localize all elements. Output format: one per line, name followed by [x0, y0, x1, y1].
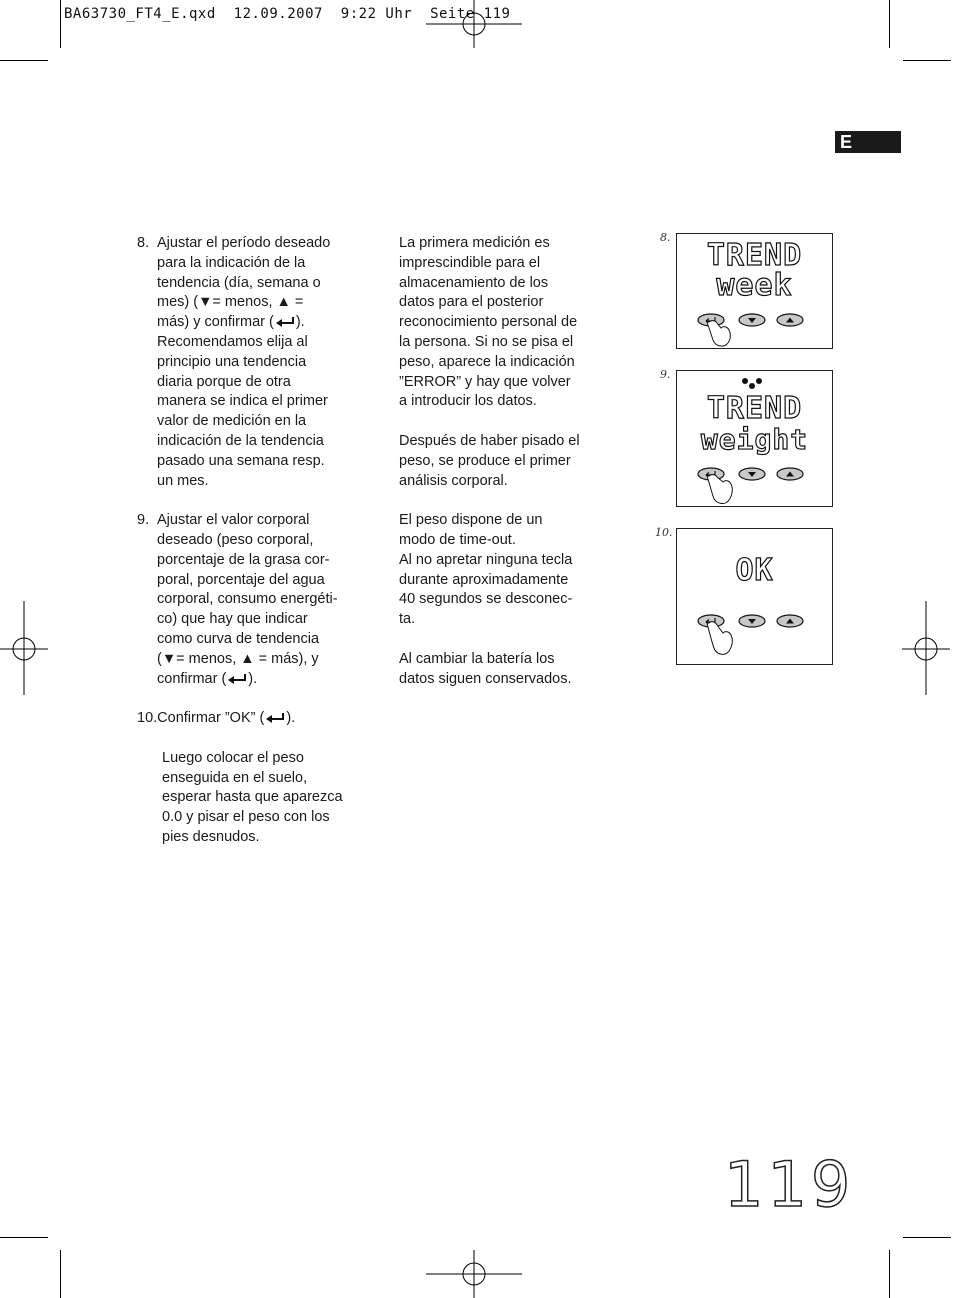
- button-row: [693, 611, 823, 659]
- text-line: almacenamiento de los: [399, 274, 549, 291]
- text-line: modo de time-out.: [399, 531, 516, 548]
- text-line: para la indicación de la: [157, 254, 306, 271]
- text-line: la persona. Si no se pisa el: [399, 333, 574, 350]
- text-line: ta.: [399, 611, 416, 628]
- text-line: durante aproximadamente: [399, 571, 569, 588]
- text-line: valor de medición en la: [157, 413, 307, 430]
- step-number: 9.: [137, 512, 150, 529]
- text-span: más) y confirmar (: [157, 314, 274, 331]
- text-line: Al cambiar la batería los: [399, 650, 555, 667]
- text-line: Ajustar el valor corporal: [157, 512, 310, 529]
- figure-label: 9.: [660, 368, 671, 381]
- pointing-hand-icon: [707, 622, 732, 655]
- text-line: La primera medición es: [399, 235, 550, 251]
- text-line: porcentaje de la grasa cor-: [157, 551, 330, 568]
- text-line: pasado una semana resp.: [157, 452, 325, 469]
- text-line: tendencia (día, semana o: [157, 274, 321, 291]
- button-row: [693, 310, 823, 350]
- text-line: peso, aparece la indicación: [399, 353, 575, 370]
- text-line: deseado (peso corporal,: [157, 531, 314, 548]
- text-line: análisis corporal.: [399, 472, 508, 489]
- text-line: Ajustar el período deseado: [157, 235, 331, 251]
- crop-mark: [903, 1237, 951, 1238]
- text-line: Luego colocar el peso: [162, 749, 304, 766]
- text-line: imprescindible para el: [399, 254, 541, 271]
- text-line: pies desnudos.: [162, 828, 260, 845]
- step-10-followup: [137, 749, 362, 848]
- text-line: 40 segundos se desconec-: [399, 591, 573, 608]
- lcd-line: TREND: [706, 238, 803, 273]
- step-number: 8.: [137, 235, 150, 251]
- paragraph-battery: [399, 650, 599, 690]
- crop-mark: [0, 60, 48, 61]
- registration-mark-top: [426, 0, 524, 50]
- text-line: a introducir los datos.: [399, 393, 537, 410]
- text-line: manera se indica el primer: [157, 393, 328, 410]
- file-header: BA63730_FT4_E.qxd 12.09.2007 9:22 Uhr Seite 119: [64, 6, 511, 22]
- text-line: ”ERROR” y hay que volver: [399, 373, 571, 390]
- crop-mark: [903, 60, 951, 61]
- text-line: poral, porcentaje del agua: [157, 571, 325, 588]
- text-line: peso, se produce el primer: [399, 452, 571, 469]
- text-line: como curva de tendencia: [157, 630, 320, 647]
- text-span: 10.Confirmar ”OK” (: [137, 710, 265, 727]
- lcd-line: week: [716, 268, 793, 303]
- language-tab: E: [835, 131, 901, 153]
- text-line: [157, 313, 362, 333]
- text-line: [157, 670, 362, 690]
- text-line: Recomendamos elija al: [157, 333, 308, 350]
- text-line: reconocimiento personal de: [399, 314, 578, 331]
- pointing-hand-icon: [707, 321, 730, 346]
- text-line: El peso dispone de un: [399, 512, 543, 529]
- text-span: ).: [248, 670, 258, 687]
- text-line: datos siguen conservados.: [399, 670, 572, 687]
- figure-label: 10.: [655, 526, 673, 539]
- step-10: [137, 709, 362, 848]
- text-line: indicación de la tendencia: [157, 432, 324, 449]
- text-line: esperar hasta que aparezca: [162, 789, 343, 806]
- figure-label: 8.: [660, 231, 671, 244]
- registration-mark-left: [0, 601, 48, 697]
- crop-mark: [60, 1250, 61, 1298]
- paragraph-timeout: [399, 511, 599, 630]
- text-line: datos para el posterior: [399, 294, 544, 311]
- text-line: mes) (▼= menos, ▲ =: [157, 294, 304, 311]
- crop-mark: [889, 0, 890, 48]
- registration-mark-right: [902, 601, 950, 697]
- enter-key-icon: [226, 673, 248, 685]
- lcd-display-figure-10: [676, 528, 833, 665]
- text-line: [137, 709, 362, 729]
- text-line: un mes.: [157, 472, 209, 489]
- lcd-display-figure-8: [676, 233, 833, 349]
- crop-mark: [0, 1237, 48, 1238]
- enter-key-icon: [264, 712, 286, 724]
- crop-mark: [889, 1250, 890, 1298]
- text-line: (▼= menos, ▲ = más), y: [157, 650, 319, 667]
- page-number: 119: [724, 1148, 855, 1221]
- text-span: ).: [286, 710, 296, 727]
- left-column: [137, 234, 362, 848]
- text-line: Después de haber pisado el: [399, 432, 580, 449]
- scale-indicator-icon: [740, 377, 764, 389]
- registration-mark-bottom: [426, 1250, 524, 1298]
- text-span: ).: [295, 314, 305, 331]
- step-8: [137, 234, 362, 491]
- text-line: principio una tendencia: [157, 353, 307, 370]
- step-9: [137, 511, 362, 689]
- pointing-hand-icon: [707, 475, 732, 504]
- button-row: [693, 464, 823, 506]
- text-line: Al no apretar ninguna tecla: [399, 551, 573, 568]
- paragraph-analysis: [399, 432, 599, 491]
- enter-key-icon: [274, 316, 296, 328]
- lcd-line: OK: [735, 553, 774, 588]
- lcd-display-figure-9: [676, 370, 833, 507]
- lcd-line: TREND: [706, 391, 803, 426]
- crop-mark: [60, 0, 61, 48]
- middle-column: [399, 234, 599, 689]
- text-line: corporal, consumo energéti-: [157, 591, 338, 608]
- lcd-line: weight: [700, 423, 809, 456]
- text-line: enseguida en el suelo,: [162, 769, 308, 786]
- paragraph-first-measurement: [399, 234, 599, 412]
- text-line: 0.0 y pisar el peso con los: [162, 809, 330, 826]
- text-line: co) que hay que indicar: [157, 611, 308, 628]
- text-line: diaria porque de otra: [157, 373, 291, 390]
- text-span: confirmar (: [157, 670, 227, 687]
